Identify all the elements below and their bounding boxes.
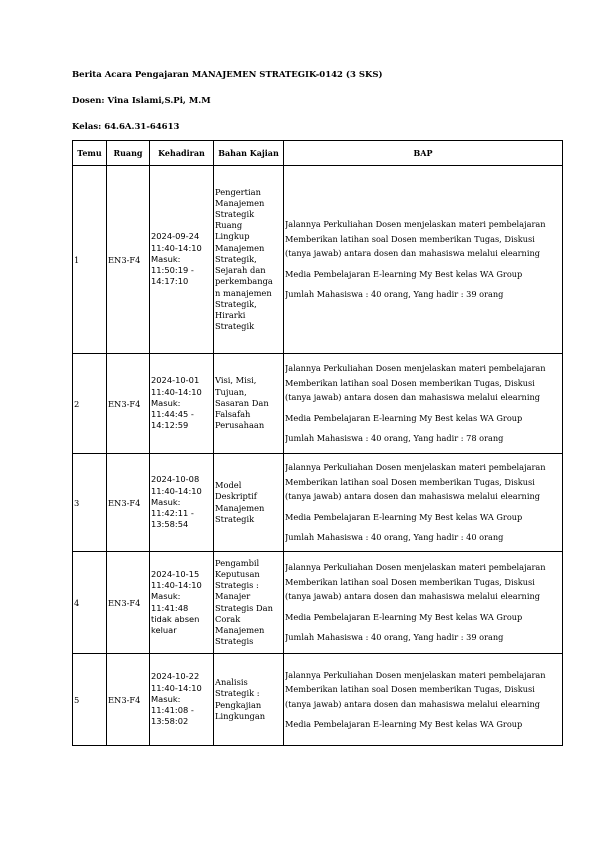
bap-line: Media Pembelajaran E-learning My Best kelas WA Group	[285, 719, 523, 729]
kehadiran-line: 11:42:11 -	[151, 508, 194, 519]
bahan-line: n manajemen	[215, 287, 272, 298]
bap-line: Memberikan latihan soal Dosen memberikan Tugas, Diskusi	[285, 684, 535, 694]
kehadiran-line: 2024-09-24	[151, 231, 200, 242]
bahan-line: Keputusan	[215, 568, 260, 579]
cell-ruang: EN3-F4	[107, 454, 150, 552]
bahan-line: Strategik :	[215, 688, 260, 699]
bahan-line: Sejarah dan	[215, 265, 266, 276]
class-code: Kelas: 64.6A.31-64613	[72, 122, 180, 132]
bahan-line: Pengambil	[215, 557, 260, 568]
cell-bap	[284, 166, 563, 354]
kehadiran-line: Masuk:	[151, 591, 181, 602]
bap-line: Media Pembelajaran E-learning My Best kelas WA Group	[285, 268, 523, 279]
cell-bap	[284, 654, 563, 746]
bahan-line: Manajemen	[215, 242, 265, 253]
kehadiran-line: 2024-10-22	[151, 671, 200, 682]
cell-temu: 5	[73, 654, 107, 746]
col-header-kehadiran: Kehadiran	[150, 141, 214, 166]
bahan-line: Visi, Misi,	[215, 375, 257, 386]
bap-line: Media Pembelajaran E-learning My Best kelas WA Group	[285, 611, 523, 622]
bahan-line: Pengkajian	[215, 699, 262, 710]
bap-line: (tanya jawab) antara dosen dan mahasiswa melalui elearning	[285, 698, 540, 709]
bap-line: Jumlah Mahasiswa : 40 orang, Yang hadir : 40 orang	[285, 532, 504, 543]
bahan-line: Strategis	[215, 636, 254, 647]
bap-line: Jumlah Mahasiswa : 40 orang, Yang hadir : 39 orang	[285, 289, 504, 300]
bahan-line: Manajemen	[215, 502, 265, 513]
bahan-line: Deskriptif	[215, 491, 257, 502]
table-body	[73, 166, 563, 746]
kehadiran-line: 11:40-14:10	[151, 485, 202, 496]
bahan-line: Perusahaan	[215, 420, 265, 431]
bap-line: Jalannya Perkuliahan Dosen menjelaskan materi pembelajaran	[285, 363, 546, 374]
bahan-line: Lingkungan	[215, 710, 266, 721]
kehadiran-line: 11:41:08 -	[151, 705, 194, 716]
cell-bap	[284, 454, 563, 552]
bahan-line: Corak	[215, 613, 241, 624]
table-row	[73, 654, 563, 746]
kehadiran-line: 11:41:48	[151, 602, 189, 613]
cell-ruang: EN3-F4	[107, 552, 150, 654]
cell-temu: 1	[73, 166, 107, 354]
kehadiran-line: Masuk:	[151, 693, 181, 704]
bahan-line: Strategis :	[215, 580, 259, 591]
cell-bahan-kajian	[214, 552, 284, 654]
cell-kehadiran	[150, 552, 214, 654]
cell-kehadiran	[150, 354, 214, 454]
cell-ruang: EN3-F4	[107, 654, 150, 746]
kehadiran-line: 11:40-14:10	[151, 242, 202, 253]
kehadiran-line: 11:40-14:10	[151, 682, 202, 693]
bahan-line: Strategik	[215, 209, 255, 220]
cell-bahan-kajian	[214, 454, 284, 552]
cell-ruang: EN3-F4	[107, 354, 150, 454]
table-row	[73, 454, 563, 552]
table-header-row	[73, 141, 563, 166]
table-row	[73, 552, 563, 654]
kehadiran-line: 13:58:54	[151, 519, 189, 530]
table-row	[73, 166, 563, 354]
document-title: Berita Acara Pengajaran MANAJEMEN STRATEGIK-0142 (3 SKS)	[72, 70, 383, 80]
cell-ruang: EN3-F4	[107, 166, 150, 354]
bahan-line: Manajer	[215, 591, 251, 602]
cell-bap	[284, 354, 563, 454]
kehadiran-line: 14:17:10	[151, 276, 189, 287]
kehadiran-line: 2024-10-15	[151, 568, 200, 579]
bap-line: Media Pembelajaran E-learning My Best kelas WA Group	[285, 511, 523, 522]
bap-line: Jumlah Mahasiswa : 40 orang, Yang hadir : 39 orang	[285, 632, 504, 643]
col-header-bahan: Bahan Kajian	[214, 141, 284, 166]
col-header-bap: BAP	[284, 141, 563, 166]
bap-line: (tanya jawab) antara dosen dan mahasiswa melalui elearning	[285, 248, 540, 259]
bahan-line: Pengertian	[215, 186, 261, 197]
bap-line: Media Pembelajaran E-learning My Best kelas WA Group	[285, 412, 523, 423]
lecturer-name: Dosen: Vina Islami,S.Pi, M.M	[72, 96, 211, 106]
attendance-table	[72, 140, 563, 746]
kehadiran-line: Masuk:	[151, 397, 181, 408]
bahan-line: perkembanga	[215, 276, 273, 287]
bap-line: Jalannya Perkuliahan Dosen menjelaskan materi pembelajaran	[285, 669, 546, 680]
kehadiran-line: Masuk:	[151, 496, 181, 507]
bahan-line: Strategis Dan	[215, 602, 273, 613]
cell-kehadiran	[150, 166, 214, 354]
bahan-line: Manajemen	[215, 197, 265, 208]
bahan-line: Lingkup	[215, 231, 250, 242]
bahan-line: Model	[215, 480, 242, 491]
bahan-line: Manajemen	[215, 624, 265, 635]
kehadiran-line: 11:40-14:10	[151, 386, 202, 397]
kehadiran-line: 2024-10-01	[151, 375, 200, 386]
bap-line: Jalannya Perkuliahan Dosen menjelaskan materi pembelajaran	[285, 219, 546, 230]
cell-temu: 4	[73, 552, 107, 654]
cell-temu: 2	[73, 354, 107, 454]
table-row	[73, 354, 563, 454]
kehadiran-line: 2024-10-08	[151, 474, 200, 485]
bahan-line: Strategik	[215, 321, 255, 332]
cell-kehadiran	[150, 454, 214, 552]
bap-line: Memberikan latihan soal Dosen memberikan Tugas, Diskusi	[285, 576, 535, 587]
kehadiran-line: keluar	[151, 624, 177, 635]
bahan-line: Tujuan,	[215, 386, 247, 397]
bahan-line: Sasaran Dan	[215, 397, 269, 408]
bap-line: (tanya jawab) antara dosen dan mahasiswa melalui elearning	[285, 392, 540, 403]
bap-line: (tanya jawab) antara dosen dan mahasiswa melalui elearning	[285, 591, 540, 602]
kehadiran-line: 11:40-14:10	[151, 580, 202, 591]
bahan-line: Analisis	[215, 677, 248, 688]
col-header-temu: Temu	[73, 141, 107, 166]
cell-bap	[284, 552, 563, 654]
bap-line: Memberikan latihan soal Dosen memberikan Tugas, Diskusi	[285, 233, 535, 244]
bahan-line: Strategik,	[215, 253, 257, 264]
cell-temu: 3	[73, 454, 107, 552]
bap-line: Jalannya Perkuliahan Dosen menjelaskan materi pembelajaran	[285, 462, 546, 473]
bap-line: Jalannya Perkuliahan Dosen menjelaskan materi pembelajaran	[285, 562, 546, 573]
bap-line: Memberikan latihan soal Dosen memberikan Tugas, Diskusi	[285, 377, 535, 388]
cell-bahan-kajian	[214, 654, 284, 746]
kehadiran-line: 14:12:59	[151, 420, 189, 431]
col-header-ruang: Ruang	[107, 141, 150, 166]
kehadiran-line: Masuk:	[151, 253, 181, 264]
kehadiran-line: tidak absen	[151, 613, 200, 624]
bap-line: (tanya jawab) antara dosen dan mahasiswa melalui elearning	[285, 491, 540, 502]
bahan-line: Strategik	[215, 513, 255, 524]
bap-line: Jumlah Mahasiswa : 40 orang, Yang hadir : 78 orang	[285, 433, 504, 444]
kehadiran-line: 13:58:02	[151, 716, 189, 727]
bahan-line: Strategik,	[215, 298, 257, 309]
kehadiran-line: 11:50:19 -	[151, 265, 194, 276]
kehadiran-line: 11:44:45 -	[151, 409, 194, 420]
cell-bahan-kajian	[214, 166, 284, 354]
bahan-line: Falsafah	[215, 409, 251, 420]
bahan-line: Hirarki	[215, 309, 246, 320]
cell-kehadiran	[150, 654, 214, 746]
bahan-line: Ruang	[215, 220, 243, 231]
bap-line: Memberikan latihan soal Dosen memberikan Tugas, Diskusi	[285, 476, 535, 487]
cell-bahan-kajian	[214, 354, 284, 454]
